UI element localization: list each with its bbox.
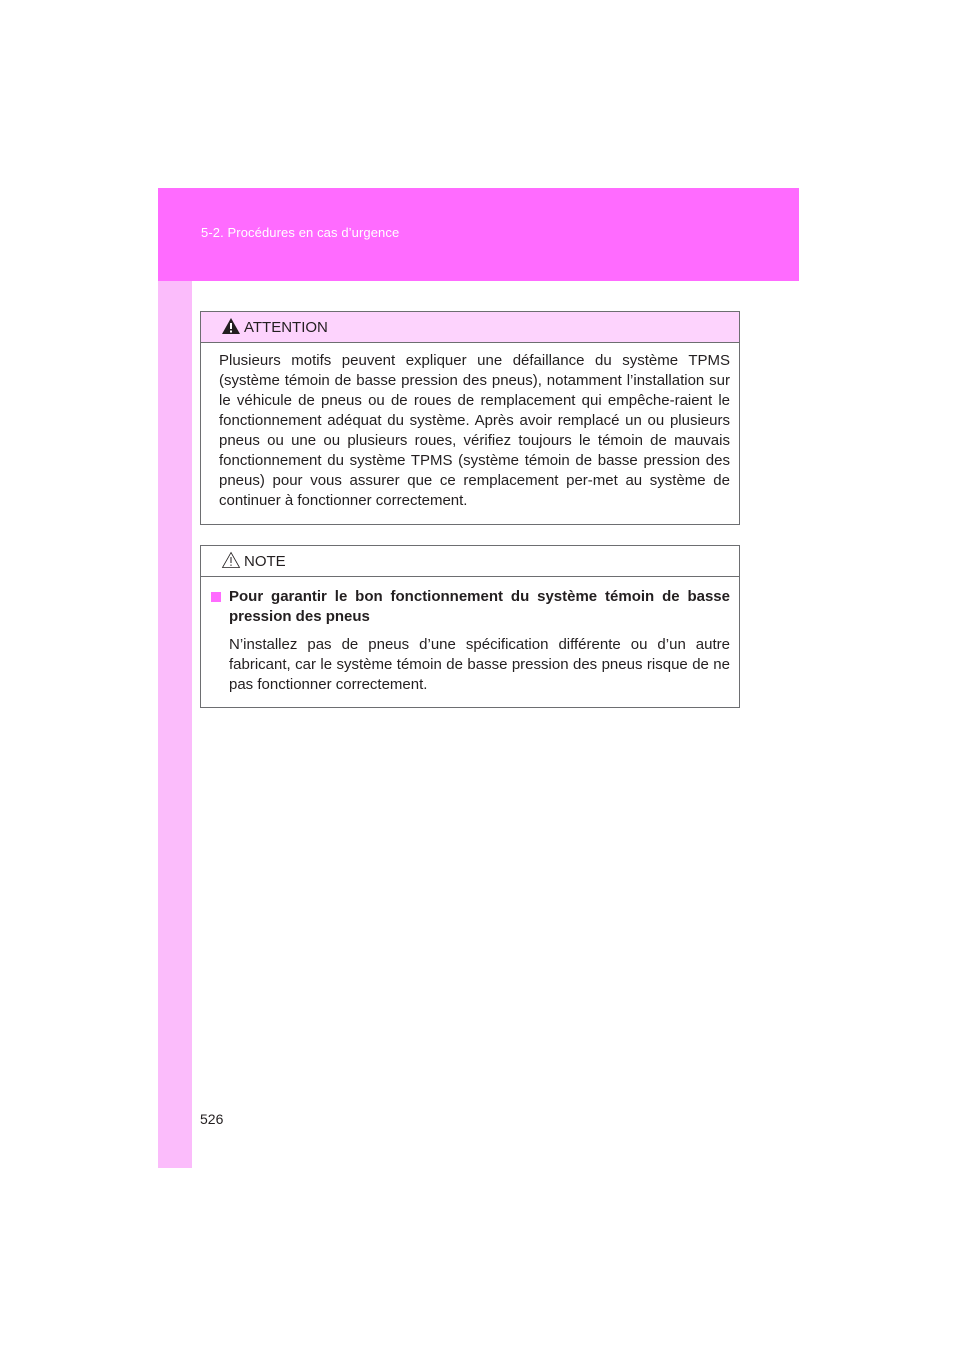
attention-title: ATTENTION (244, 319, 328, 336)
note-title: NOTE (244, 553, 286, 570)
attention-panel (200, 311, 740, 525)
page-number: 526 (200, 1111, 224, 1127)
side-tab-band (158, 188, 192, 1168)
note-text: N’installez pas de pneus d’une spécification différente ou d’un autre fabricant, car le système témoin de basse pression des pneus risque de ne pas fonctionner correctement. (229, 636, 730, 693)
caution-icon (221, 551, 241, 569)
note-content (201, 577, 739, 695)
section-title: 5-2. Procédures en cas d’urgence (201, 225, 400, 240)
warning-icon (221, 317, 241, 335)
attention-text: Plusieurs motifs peuvent expliquer une défaillance du système TPMS (système témoin de basse pression des pneus), notamment l’installation sur le véhicule de pneus ou de roues de remplacement qui empêche-raient le fonctionnement adéquat du système. Après avoir remplacé un ou plusieurs pneus ou une ou plusieurs roues, vérifiez toujours le témoin de mauvais fonctionnement du système TPMS (système témoin de basse pression des pneus) pour vous assurer que ce remplacement per-met au système de continuer à fonctionner correctement. (219, 352, 730, 509)
note-header (201, 546, 739, 577)
note-panel (200, 545, 740, 708)
note-heading: Pour garantir le bon fonctionnement du système témoin de basse pression des pneus (229, 588, 730, 625)
note-heading-row (211, 587, 730, 627)
attention-header (201, 312, 739, 343)
bullet-square-icon (211, 592, 221, 602)
